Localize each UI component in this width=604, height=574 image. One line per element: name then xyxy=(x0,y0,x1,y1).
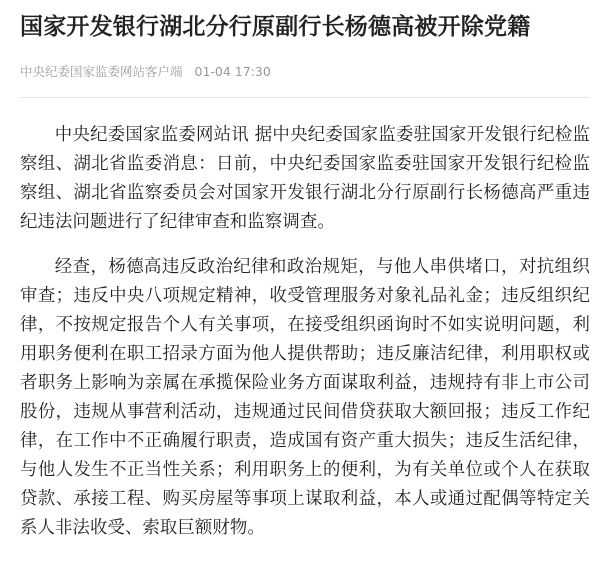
article-title: 国家开发银行湖北分行原副行长杨德高被开除党籍 xyxy=(20,14,531,40)
article-meta xyxy=(20,64,590,80)
article-source[interactable]: 中央纪委国家监委网站客户端 xyxy=(20,64,183,79)
divider xyxy=(20,97,590,98)
article-paragraph: 经查，杨德高违反政治纪律和政治规矩，与他人串供堵口，对抗组织审查；违反中央八项规定精神，收受管理服务对象礼品礼金；违反组织纪律，不按规定报告个人有关事项，在接受组织函询时不如实说明问题，利用职务便利在职工招录方面为他人提供帮助；违反廉洁纪律，利用职权或者职务上影响为亲属在承揽保险业务方面谋取利益，违规持有非上市公司股份，违规从事营利活动，违规通过民间借贷获取大额回报；违反工作纪律，在工作中不正确履行职责，造成国有资产重大损失；违反生活纪律，与他人发生不正当性关系；利用职务上的便利，为有关单位或个人在获取贷款、承接工程、购买房屋等事项上谋取利益，本人或通过配偶等特定关系人非法收受、索取巨额财物。 xyxy=(20,257,590,538)
article-time: 01-04 17:30 xyxy=(194,64,271,79)
article-paragraph: 中央纪委国家监委网站讯 据中央纪委国家监委驻国家开发银行纪检监察组、湖北省监委消息：日前，中央纪委国家监委驻国家开发银行纪检监察组、湖北省监察委员会对国家开发银行湖北分行原副行长杨德高严重违纪违法问题进行了纪律审查和监察调查。 xyxy=(20,125,590,232)
article-body xyxy=(20,121,590,543)
